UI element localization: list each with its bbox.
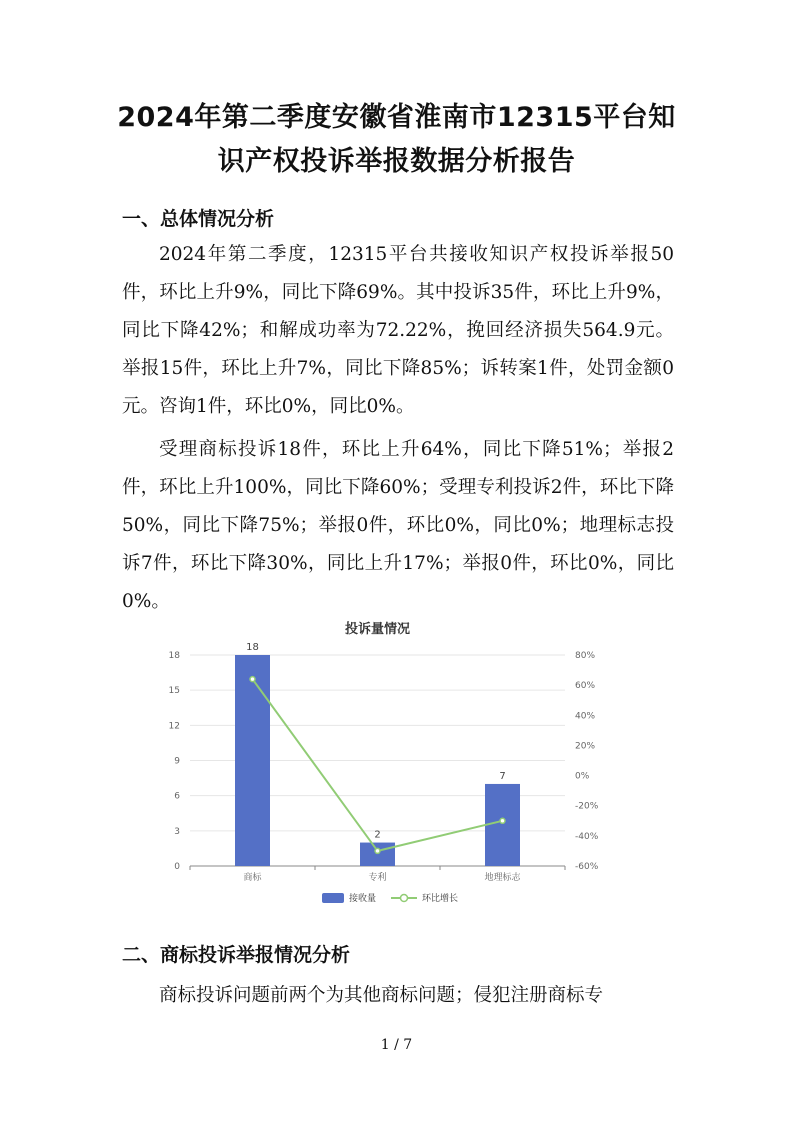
growth-point-商标 <box>250 677 255 682</box>
legend-line-marker <box>401 895 408 902</box>
y-left-tick-label: 18 <box>168 651 180 661</box>
y-left-tick-label: 0 <box>174 862 180 872</box>
growth-point-专利 <box>375 848 380 853</box>
legend-bar-label: 接收量 <box>349 894 377 904</box>
y-right-tick-label: 0% <box>575 771 590 782</box>
growth-line <box>253 679 506 851</box>
y-right-tick-label: -60% <box>575 862 599 872</box>
y-left-tick-label: 12 <box>168 721 180 732</box>
title-line-2: 识产权投诉举报数据分析报告 <box>217 146 576 177</box>
chart-title: 投诉量情况 <box>344 622 411 637</box>
section-2-heading: 二、商标投诉举报情况分析 <box>122 944 351 966</box>
y-right-tick-label: -20% <box>575 801 599 812</box>
bar-商标 <box>235 655 270 866</box>
bar-data-label: 7 <box>499 770 506 782</box>
title-line-1: 2024年第二季度安徽省淮南市12315平台知 <box>117 102 676 133</box>
bar-专利 <box>360 843 395 866</box>
section-2-paragraph-1: 商标投诉问题前两个为其他商标问题；侵犯注册商标专 <box>159 985 604 1006</box>
y-right-tick-label: 60% <box>575 681 596 692</box>
bar-data-label: 18 <box>246 642 259 653</box>
bar-地理标志 <box>485 784 520 866</box>
y-right-tick-label: 40% <box>575 711 596 722</box>
growth-point-地理标志 <box>500 818 505 823</box>
y-left-tick-label: 15 <box>168 686 180 697</box>
section-1-heading: 一、总体情况分析 <box>122 208 275 230</box>
bar-data-label: 2 <box>374 829 381 841</box>
page-number: 1 / 7 <box>380 1037 413 1053</box>
y-left-tick-label: 3 <box>174 826 180 837</box>
y-left-tick-label: 9 <box>174 756 180 767</box>
section-1-paragraph-2: 受理商标投诉18件，环比上升64%，同比下降51%；举报2件，环比上升100%，同比下降60%；受理专利投诉2件，环比下降50%，同比下降75%；举报0件，环比0%，同比0%；地理标志投诉7件，环比下降30%，同比上升17%；举报0件，环比0%，同比0%。 <box>122 439 674 612</box>
y-right-tick-label: -40% <box>575 831 599 842</box>
legend-bar-swatch <box>322 893 344 903</box>
x-tick-label: 专利 <box>368 873 387 883</box>
complaint-volume-chart <box>155 615 625 915</box>
y-right-tick-label: 20% <box>575 741 596 752</box>
legend-line-label: 环比增长 <box>422 894 459 904</box>
section-1-paragraph-1: 2024年第二季度，12315平台共接收知识产权投诉举报50件，环比上升9%，同比下降69%。其中投诉35件，环比上升9%，同比下降42%；和解成功率为72.22%，挽回经济损失564.9元。举报15件，环比上升7%，同比下降85%；诉转案1件，处罚金额0元。咨询1件，环比0%，同比0%。 <box>122 244 674 417</box>
document-title <box>100 96 693 184</box>
y-left-tick-label: 6 <box>174 791 180 802</box>
x-tick-label: 商标 <box>243 873 262 883</box>
y-right-tick-label: 80% <box>575 651 596 661</box>
x-tick-label: 地理标志 <box>484 873 521 883</box>
